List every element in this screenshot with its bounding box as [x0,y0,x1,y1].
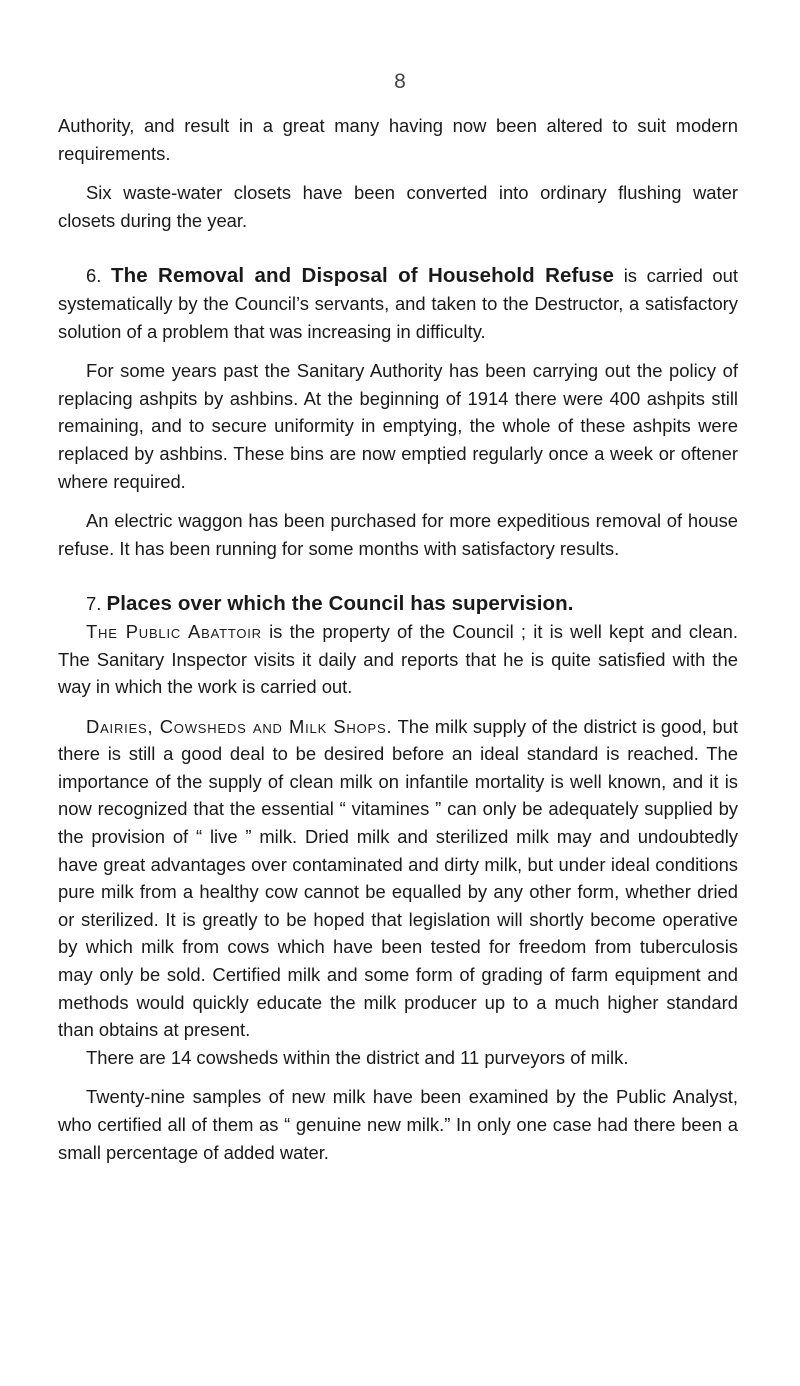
abattoir-lead: The Public Abattoir [86,620,262,642]
section-6-heading: The Removal and Disposal of Household Refuse [110,264,615,288]
paragraph-ashbins: For some years past the Sanitary Authority has been carrying out the policy of replacing ashpits by ashbins. At the beginning of 1914 there were 400 ashpits still remaining, and to secure uniformity in emptying, the whole of these ashpits were replaced by ashbins. These bins are now emptied regularly once a week or oftener where required. [58,360,738,492]
paragraph-continuation: Authority, and result in a great many having now been altered to suit modern requirements. [58,115,738,164]
section-6-number: 6. [86,265,102,287]
paragraph-electric-waggon: An electric waggon has been purchased for more expeditious removal of house refuse. It has been running for some months with satisfactory results. [58,510,738,559]
section-7-heading: Places over which the Council has supervision. [106,592,574,616]
page-number: 8 [394,70,406,93]
paragraph-abattoir [58,618,738,701]
dairies-lead: Dairies, Cowsheds and Milk Shops. [86,715,393,737]
paragraph-milk-samples: Twenty-nine samples of new milk have been examined by the Public Analyst, who certified all of them as “ genuine new milk.” In only one case had there been a small percentage of added water. [58,1086,738,1163]
section-7-number: 7. [86,593,102,615]
paragraph-water-closets: Six waste-water closets have been converted into ordinary flushing water closets during the year. [58,182,738,231]
dairies-text: The milk supply of the district is good, but there is still a good deal to be desired before an ideal standard is reached. The importance of the supply of clean milk on infantile mortality is well known, and it is now recognized that the essential “ vitamines ” can only be adequately supplied by the provision of “ live ” milk. Dried milk and sterilized milk may and undoubtedly have great advantages over contaminated and dirty milk, but under ideal conditions pure milk from a healthy cow cannot be equalled by any other form, whether dried or sterilized. It is greatly to be hoped that legislation will shortly become operative by which milk from cows which have been tested for freedom from tuberculosis may only be sold. Certified milk and some form of grading of farm equipment and methods would quickly educate the milk producer up to a much higher standard than obtains at present. [58,715,738,1041]
paragraph-cowsheds-count: There are 14 cowsheds within the district and 11 purveyors of milk. [86,1046,629,1068]
section-6-paragraph [58,262,738,345]
page-body [58,112,738,1166]
section-6-text: is carried out systematically by the Council’s servants, and taken to the Destructor, a satisfactory solution of a problem that was increasing in difficulty. [58,265,738,342]
section-7-paragraph [58,590,738,618]
paragraph-dairies [58,713,738,1044]
abattoir-text: is the property of the Council ; it is well kept and clean. The Sanitary Inspector visits it daily and reports that he is quite satisfied with the way in which the work is carried out. [58,620,738,698]
